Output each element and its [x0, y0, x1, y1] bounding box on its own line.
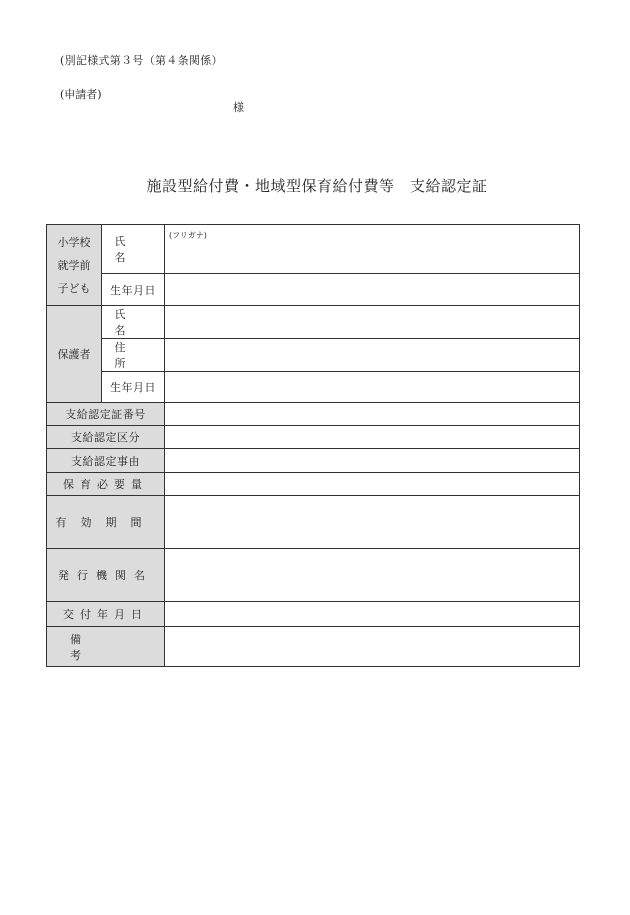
remarks-field[interactable]: [165, 627, 580, 667]
table-row: [47, 426, 580, 449]
honorific: 様: [233, 101, 244, 114]
child-birth-field[interactable]: [165, 274, 580, 306]
table-row: [47, 473, 580, 496]
guardian-group-label: 保護者: [47, 306, 102, 403]
table-row: [47, 549, 580, 602]
child-group-label-line3: 子ども: [57, 281, 91, 295]
table-row: [47, 496, 580, 549]
cert-reason-label: 支給認定事由: [47, 449, 165, 473]
document-title: 施設型給付費・地域型保育給付費等 支給認定証: [146, 177, 488, 195]
furigana-label: (フリガナ): [169, 230, 207, 240]
validity-field[interactable]: [165, 496, 580, 549]
child-group-label: [47, 225, 102, 306]
cert-number-label: 支給認定証番号: [47, 403, 165, 426]
table-row: [47, 225, 580, 274]
form-number: (別記様式第３号（第４条関係）: [60, 54, 223, 67]
guardian-birth-label: 生年月日: [102, 372, 165, 403]
table-row: [47, 602, 580, 627]
child-group-label-line1: 小学校: [57, 235, 91, 249]
cert-number-field[interactable]: [165, 403, 580, 426]
care-need-label: 保育必要量: [47, 473, 165, 496]
table-row: [47, 339, 580, 372]
applicant-label: (申請者): [60, 88, 102, 101]
table-row: [47, 403, 580, 426]
remarks-label: 備考: [47, 627, 165, 667]
child-name-label: 氏名: [102, 225, 165, 274]
care-need-field[interactable]: [165, 473, 580, 496]
issuer-field[interactable]: [165, 549, 580, 602]
table-row: [47, 449, 580, 473]
validity-label: 有効期間: [47, 496, 165, 549]
issue-date-field[interactable]: [165, 602, 580, 627]
cert-category-field[interactable]: [165, 426, 580, 449]
guardian-address-label: 住所: [102, 339, 165, 372]
guardian-name-label: 氏名: [102, 306, 165, 339]
table-row: [47, 274, 580, 306]
child-name-field[interactable]: [165, 225, 580, 274]
child-group-label-line2: 就学前: [57, 258, 91, 272]
cert-reason-field[interactable]: [165, 449, 580, 473]
table-row: [47, 627, 580, 667]
cert-category-label: 支給認定区分: [47, 426, 165, 449]
issuer-label: 発行機関名: [47, 549, 165, 602]
table-row: [47, 306, 580, 339]
table-row: [47, 372, 580, 403]
guardian-address-field[interactable]: [165, 339, 580, 372]
certificate-table: [46, 224, 580, 667]
guardian-name-field[interactable]: [165, 306, 580, 339]
issue-date-label: 交付年月日: [47, 602, 165, 627]
child-birth-label: 生年月日: [102, 274, 165, 306]
guardian-birth-field[interactable]: [165, 372, 580, 403]
